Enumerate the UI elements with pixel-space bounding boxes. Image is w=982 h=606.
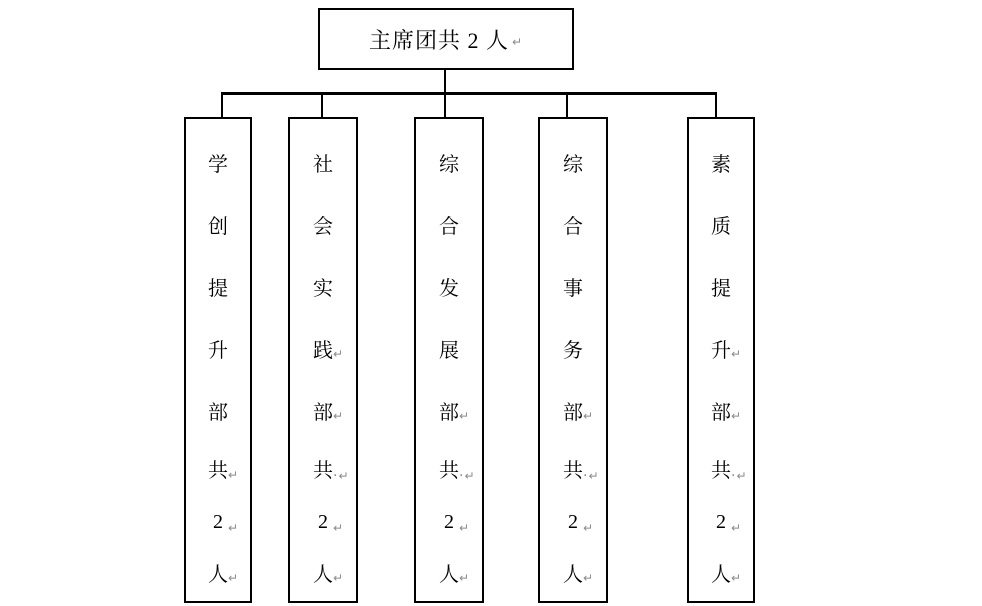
format-marks (583, 522, 593, 534)
dept-char: 部 (711, 401, 731, 424)
format-marks (583, 572, 593, 584)
dept-char: 提 (208, 277, 228, 300)
dept-char: 2 (568, 510, 578, 533)
dept-char: 升 (208, 339, 228, 362)
connector-drop-2 (321, 92, 323, 117)
linebreak-mark-icon: ↵ (464, 468, 475, 483)
dept-char: 2 (318, 510, 328, 533)
format-marks (731, 469, 747, 483)
dept-char: 展 (439, 339, 459, 362)
dept-char-line (416, 317, 482, 379)
linebreak-mark-icon: ↵ (228, 521, 239, 535)
format-marks (333, 348, 343, 360)
dept-char-line (416, 193, 482, 255)
dept-char: 升 (711, 339, 731, 362)
format-marks (333, 522, 343, 534)
linebreak-mark-icon: ↵ (459, 521, 470, 535)
dept-char: 发 (439, 277, 459, 300)
linebreak-mark-icon: ↵ (731, 347, 742, 361)
linebreak-mark-icon: ↵ (459, 409, 470, 423)
format-marks (731, 348, 741, 360)
linebreak-mark-icon: ↵ (511, 35, 524, 49)
dept-char: 创 (208, 215, 228, 238)
dept-char-line (540, 255, 606, 317)
format-marks (459, 572, 469, 584)
dept-char-line (540, 441, 606, 496)
dept-char: 务 (563, 339, 583, 362)
dept-char: 部 (439, 401, 459, 424)
dept-char: 学 (208, 153, 228, 176)
dept-char: 实 (313, 277, 333, 300)
dept-char-line (290, 548, 356, 596)
dept-char: 人 (313, 563, 333, 586)
dept-node-4 (538, 117, 608, 603)
dept-char-line (540, 496, 606, 548)
linebreak-mark-icon: ↵ (583, 521, 594, 535)
dept-char: 共 (313, 460, 333, 482)
dept-char-line (416, 441, 482, 496)
dept-node-1 (184, 117, 252, 603)
dept-char: 共 (439, 460, 459, 482)
format-marks (228, 522, 238, 534)
linebreak-mark-icon: ↵ (338, 468, 349, 483)
format-marks (228, 572, 238, 584)
dept-char-line (689, 131, 753, 193)
format-marks (333, 410, 343, 422)
connector-drop-1 (221, 92, 223, 117)
dept-char-line (290, 193, 356, 255)
format-marks (731, 522, 741, 534)
dept-char: 部 (313, 401, 333, 424)
dept-char: 共 (208, 460, 228, 482)
dept-char: 人 (563, 563, 583, 586)
dept-char-line (186, 496, 250, 548)
dept-char-line (186, 193, 250, 255)
linebreak-mark-icon: ↵ (731, 571, 742, 585)
linebreak-mark-icon: ↵ (228, 571, 239, 585)
space-mark-icon: · (731, 467, 736, 484)
linebreak-mark-icon: ↵ (731, 409, 742, 423)
linebreak-mark-icon: ↵ (333, 571, 344, 585)
dept-char-line (540, 193, 606, 255)
root-node (318, 8, 574, 70)
dept-char: 践 (313, 339, 333, 362)
dept-char-line (416, 496, 482, 548)
dept-char-line (290, 131, 356, 193)
dept-char-line (290, 379, 356, 441)
dept-char-line (186, 255, 250, 317)
dept-char-line (689, 441, 753, 496)
format-marks (459, 522, 469, 534)
dept-char-line (689, 548, 753, 596)
linebreak-mark-icon: ↵ (583, 571, 594, 585)
dept-char: 合 (563, 215, 583, 238)
dept-char: 会 (313, 215, 333, 238)
root-node-label: 主席团共 2 人 (368, 27, 509, 53)
dept-char-line (416, 255, 482, 317)
linebreak-mark-icon: ↵ (333, 521, 344, 535)
dept-char: 2 (213, 510, 223, 533)
format-marks (459, 410, 469, 422)
dept-char-line (689, 193, 753, 255)
format-marks (333, 572, 343, 584)
connector-drop-5 (715, 92, 717, 117)
format-marks (333, 469, 349, 483)
dept-char: 人 (439, 563, 459, 586)
dept-char: 素 (711, 153, 731, 176)
format-marks (583, 469, 599, 483)
linebreak-mark-icon: ↵ (333, 409, 344, 423)
dept-char-line (416, 548, 482, 596)
dept-char-line (689, 255, 753, 317)
dept-char: 共 (563, 460, 583, 482)
dept-char: 质 (711, 215, 731, 238)
format-marks (459, 469, 475, 483)
dept-char: 人 (208, 563, 228, 586)
dept-char-line (186, 131, 250, 193)
linebreak-mark-icon: ↵ (588, 468, 599, 483)
dept-char-line (540, 131, 606, 193)
dept-char: 社 (313, 153, 333, 176)
dept-char: 综 (563, 153, 583, 176)
dept-char-line (290, 255, 356, 317)
connector-horizontal (221, 92, 717, 95)
dept-char-line (186, 379, 250, 441)
dept-char-line (290, 317, 356, 379)
dept-char-line (290, 441, 356, 496)
dept-char-line (416, 131, 482, 193)
linebreak-mark-icon: ↵ (736, 468, 747, 483)
dept-char-line (290, 496, 356, 548)
format-marks (731, 572, 741, 584)
dept-node-2 (288, 117, 358, 603)
dept-char: 2 (444, 510, 454, 533)
dept-char: 人 (711, 563, 731, 586)
dept-char-line (689, 496, 753, 548)
dept-char-line (540, 379, 606, 441)
dept-char: 事 (563, 277, 583, 300)
dept-char-line (540, 548, 606, 596)
dept-char: 2 (716, 510, 726, 533)
dept-char-line (540, 317, 606, 379)
dept-char: 提 (711, 277, 731, 300)
space-mark-icon: · (333, 467, 338, 484)
dept-node-5 (687, 117, 755, 603)
dept-char-line (416, 379, 482, 441)
dept-char-line (186, 548, 250, 596)
format-marks (583, 410, 593, 422)
space-mark-icon: · (583, 467, 588, 484)
linebreak-mark-icon: ↵ (583, 409, 594, 423)
dept-char: 部 (563, 401, 583, 424)
space-mark-icon: · (459, 467, 464, 484)
dept-char-line (689, 379, 753, 441)
format-marks (731, 410, 741, 422)
linebreak-mark-icon: ↵ (459, 571, 470, 585)
dept-char: 合 (439, 215, 459, 238)
linebreak-mark-icon: ↵ (228, 467, 239, 482)
linebreak-mark-icon: ↵ (333, 347, 344, 361)
dept-char-line (186, 441, 250, 496)
linebreak-mark-icon: ↵ (731, 521, 742, 535)
format-marks (228, 469, 238, 481)
dept-node-3 (414, 117, 484, 603)
dept-char: 部 (208, 401, 228, 424)
dept-char-line (689, 317, 753, 379)
dept-char: 综 (439, 153, 459, 176)
dept-char: 共 (711, 460, 731, 482)
connector-drop-4 (566, 92, 568, 117)
dept-char-line (186, 317, 250, 379)
